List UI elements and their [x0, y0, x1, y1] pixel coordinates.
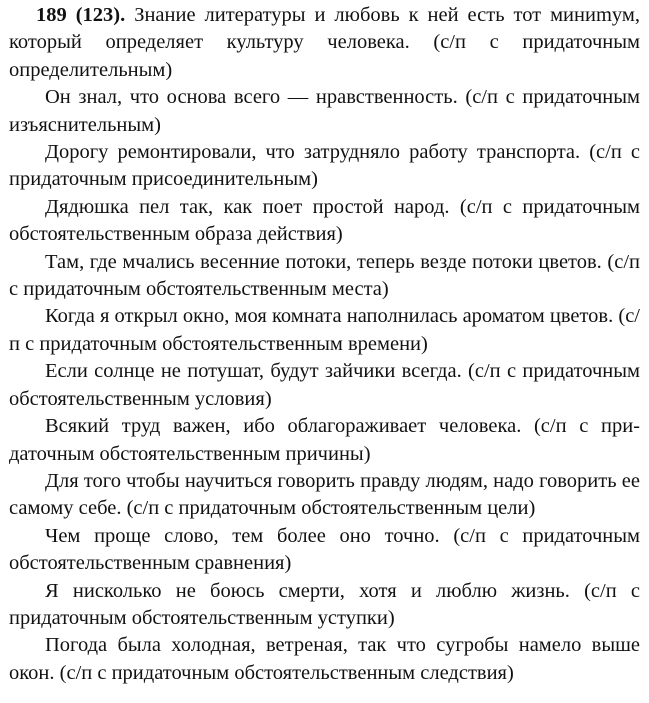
sentence-12: Погода была холодная, ветреная, так что сугробы намело выше окон. (с/п с придаточным обстоятельственным следствия)	[9, 634, 640, 684]
sentence-9: Для того чтобы научиться говорить правду людям, надо говорить ее самому себе. (с/п с придаточным обстоятельственным цели)	[9, 469, 640, 520]
sentence-4: Дядюшка пел так, как поет простой народ. (с/п с придаточным обстоятельственным образа действия)	[9, 195, 640, 246]
sentence-6: Когда я открыл окно, моя комната наполнилась ароматом цветов. (с/п с придаточным обстоятельственным времени)	[9, 305, 640, 355]
sentence-7: Если солнце не потушат, будут зайчики всегда. (с/п с придаточным обстоятельственным условия)	[9, 360, 640, 410]
sentence-8: Всякий труд важен, ибо облагораживает человека. (с/п с придаточным обстоятельственным причины)	[9, 415, 640, 465]
exercise-number: 189 (123).	[36, 4, 126, 26]
sentence-5: Там, где мчались весенние потоки, теперь везде потоки цветов. (с/п с придаточным обстоятельственным места)	[9, 250, 640, 301]
sentence-3: Дорогу ремонтировали, что затрудняло работу транспорта. (с/п с придаточным присоединительным)	[9, 141, 640, 191]
sentence-2: Он знал, что основа всего — нравственность. (с/п с придаточным изъяснительным)	[9, 86, 640, 136]
sentence-1: Знание литературы и любовь к ней есть тот миниmум, который определяет культуру человека. (с/п с придаточным определительным)	[9, 4, 640, 81]
sentence-10: Чем проще слово, тем более оно точно. (с/п с придаточным обстоятельственным сравнения)	[9, 524, 640, 575]
exercise-intro-paragraph	[9, 2, 640, 84]
sentence-11: Я нисколько не боюсь смерти, хотя и люблю жизнь. (с/п с придаточным обстоятельственным уступки)	[9, 579, 640, 629]
